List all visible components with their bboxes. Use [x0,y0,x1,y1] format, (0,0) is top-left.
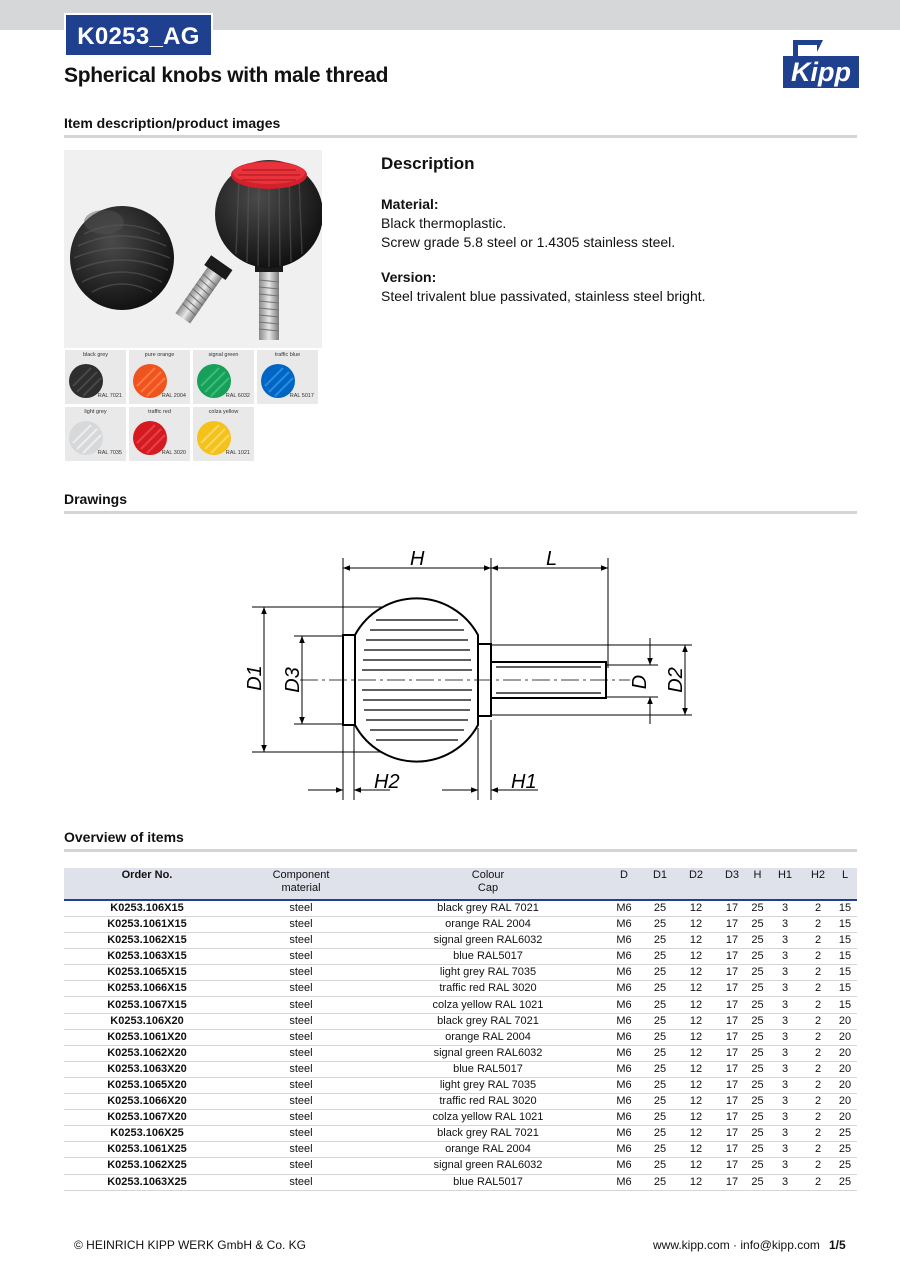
cell-order: K0253.1067X20 [64,1110,230,1126]
cell-material: steel [230,1174,372,1190]
cell-colour: orange RAL 2004 [372,1029,604,1045]
cell-l: 20 [833,1045,857,1061]
cell-d: M6 [604,900,644,917]
table-row [64,1061,857,1077]
cell-l: 15 [833,949,857,965]
swatch-black-grey [64,349,127,405]
cell-h1: 3 [767,1013,803,1029]
cell-order: K0253.1062X25 [64,1158,230,1174]
cell-order: K0253.1063X20 [64,1061,230,1077]
cell-h1: 3 [767,1110,803,1126]
cell-colour: traffic red RAL 3020 [372,981,604,997]
cell-h1: 3 [767,1061,803,1077]
cell-h2: 2 [803,933,833,949]
cell-d: M6 [604,1126,644,1142]
cell-h: 25 [748,1061,767,1077]
cell-d: M6 [604,1045,644,1061]
table-row [64,1126,857,1142]
cell-d3: 17 [716,1045,748,1061]
version-text: Steel trivalent blue passivated, stainless steel bright. [381,288,706,304]
section-rule [64,849,857,852]
cell-material: steel [230,1126,372,1142]
cell-order: K0253.106X20 [64,1013,230,1029]
footer-contact: www.kipp.com · info@kipp.com [653,1238,820,1252]
table-row [64,997,857,1013]
cell-d2: 12 [676,1061,716,1077]
cell-d2: 12 [676,1045,716,1061]
cell-h: 25 [748,1126,767,1142]
section-rule [64,135,857,138]
dim-h: H [410,548,425,570]
col-l: L [833,868,857,900]
cell-d3: 17 [716,1013,748,1029]
cell-d2: 12 [676,1013,716,1029]
description-block [381,154,851,306]
cell-colour: orange RAL 2004 [372,917,604,933]
cell-h1: 3 [767,917,803,933]
cell-h2: 2 [803,917,833,933]
cell-d1: 25 [644,965,676,981]
cell-d1: 25 [644,949,676,965]
table-row [64,1045,857,1061]
col-component-line2: material [281,882,321,894]
cell-h: 25 [748,1094,767,1110]
dim-l: L [546,548,558,570]
cell-d2: 12 [676,997,716,1013]
table-row [64,1077,857,1093]
cell-order: K0253.1063X15 [64,949,230,965]
cell-material: steel [230,1013,372,1029]
cell-d3: 17 [716,933,748,949]
cell-h2: 2 [803,1094,833,1110]
cell-d1: 25 [644,1094,676,1110]
cell-d3: 17 [716,900,748,917]
cell-d1: 25 [644,933,676,949]
kipp-logo [783,38,859,92]
cell-l: 20 [833,1077,857,1093]
cell-order: K0253.1065X15 [64,965,230,981]
cell-order: K0253.106X25 [64,1126,230,1142]
cell-d2: 12 [676,981,716,997]
cell-h1: 3 [767,933,803,949]
items-table [64,868,857,1191]
cell-h1: 3 [767,981,803,997]
cell-h: 25 [748,1110,767,1126]
cell-d2: 12 [676,900,716,917]
cell-d2: 12 [676,933,716,949]
table-row [64,949,857,965]
page-title: Spherical knobs with male thread [64,64,389,87]
cell-colour: signal green RAL6032 [372,1045,604,1061]
cell-material: steel [230,965,372,981]
cell-l: 25 [833,1142,857,1158]
swatch-signal-green [192,349,255,405]
cell-d3: 17 [716,1126,748,1142]
cell-d3: 17 [716,1077,748,1093]
swatch-pure-orange [128,349,191,405]
cell-h: 25 [748,981,767,997]
cell-h1: 3 [767,1126,803,1142]
swatch-name: colza yellow [208,409,239,415]
table-row [64,1142,857,1158]
col-d1: D1 [644,868,676,900]
cell-colour: colza yellow RAL 1021 [372,997,604,1013]
cell-h1: 3 [767,1094,803,1110]
cell-h: 25 [748,1174,767,1190]
section-item-description: Item description/product images [64,115,281,131]
table-row [64,1110,857,1126]
cell-d3: 17 [716,917,748,933]
cell-order: K0253.1065X20 [64,1077,230,1093]
cell-h1: 3 [767,1158,803,1174]
cell-material: steel [230,917,372,933]
swatch-ral: RAL 3020 [161,450,186,456]
cell-h2: 2 [803,1142,833,1158]
cell-colour: black grey RAL 7021 [372,1013,604,1029]
cell-colour: colza yellow RAL 1021 [372,1110,604,1126]
cell-colour: signal green RAL6032 [372,933,604,949]
cell-l: 15 [833,965,857,981]
swatch-ral: RAL 6032 [225,393,250,399]
cell-d1: 25 [644,1110,676,1126]
cell-d1: 25 [644,1045,676,1061]
cell-order: K0253.1063X25 [64,1174,230,1190]
cell-h2: 2 [803,1110,833,1126]
swatch-name: light grey [84,409,107,415]
cell-order: K0253.1066X15 [64,981,230,997]
cell-h2: 2 [803,1029,833,1045]
cell-colour: traffic red RAL 3020 [372,1094,604,1110]
swatch-name: black grey [82,352,109,358]
footer-page-number: 1/5 [829,1238,846,1252]
col-colour-line1: Colour [471,869,505,881]
cell-d3: 17 [716,965,748,981]
cell-d1: 25 [644,997,676,1013]
cell-h1: 3 [767,1029,803,1045]
table-row [64,1013,857,1029]
cell-h: 25 [748,1158,767,1174]
col-order: Order No. [64,868,230,900]
cell-l: 20 [833,1110,857,1126]
cell-order: K0253.1061X20 [64,1029,230,1045]
cell-material: steel [230,981,372,997]
cell-h2: 2 [803,997,833,1013]
version-label: Version: [381,269,437,285]
swatch-ral: RAL 2004 [161,393,186,399]
cell-h2: 2 [803,949,833,965]
cell-h2: 2 [803,981,833,997]
cell-l: 20 [833,1094,857,1110]
table-row [64,1094,857,1110]
cell-d2: 12 [676,1110,716,1126]
col-h1: H1 [767,868,803,900]
col-h2: H2 [803,868,833,900]
cell-d3: 17 [716,1158,748,1174]
cell-d1: 25 [644,1126,676,1142]
cell-l: 15 [833,917,857,933]
cell-h2: 2 [803,1077,833,1093]
swatch-name: traffic red [148,409,171,415]
cell-material: steel [230,949,372,965]
cell-h1: 3 [767,1077,803,1093]
cell-l: 15 [833,981,857,997]
cell-h: 25 [748,1029,767,1045]
cell-l: 20 [833,1013,857,1029]
cell-material: steel [230,1094,372,1110]
cell-h: 25 [748,949,767,965]
cell-h1: 3 [767,997,803,1013]
cell-d2: 12 [676,965,716,981]
cell-material: steel [230,1142,372,1158]
cell-l: 20 [833,1061,857,1077]
cell-material: steel [230,1029,372,1045]
cell-colour: blue RAL5017 [372,1061,604,1077]
swatch-ral: RAL 7021 [97,393,122,399]
cell-d2: 12 [676,1077,716,1093]
cell-colour: blue RAL5017 [372,1174,604,1190]
cell-h: 25 [748,997,767,1013]
cell-d3: 17 [716,1110,748,1126]
cell-h: 25 [748,900,767,917]
dim-d3: D3 [282,667,304,693]
section-drawings: Drawings [64,491,128,507]
cell-d2: 12 [676,1094,716,1110]
cell-material: steel [230,900,372,917]
cell-order: K0253.1062X20 [64,1045,230,1061]
cell-l: 15 [833,997,857,1013]
cell-material: steel [230,1110,372,1126]
cell-d: M6 [604,917,644,933]
section-overview: Overview of items [64,829,184,845]
cell-d: M6 [604,933,644,949]
table-row [64,933,857,949]
description-heading: Description [381,154,475,173]
cell-d3: 17 [716,1094,748,1110]
cell-h1: 3 [767,900,803,917]
cell-h2: 2 [803,1013,833,1029]
table-row [64,1029,857,1045]
swatch-name: traffic blue [274,352,301,358]
cell-l: 25 [833,1174,857,1190]
cell-colour: blue RAL5017 [372,949,604,965]
col-colour [372,868,604,900]
dim-h1: H1 [511,771,537,793]
cell-d: M6 [604,997,644,1013]
cell-d3: 17 [716,981,748,997]
cell-d1: 25 [644,1158,676,1174]
col-d3: D3 [716,868,748,900]
cell-d: M6 [604,1061,644,1077]
cell-d: M6 [604,981,644,997]
col-colour-line2: Cap [477,882,499,894]
table-header-row [64,868,857,900]
cell-d3: 17 [716,949,748,965]
cell-h2: 2 [803,1158,833,1174]
cell-h1: 3 [767,949,803,965]
dim-d2: D2 [665,667,687,693]
cell-h: 25 [748,1013,767,1029]
cell-d2: 12 [676,1158,716,1174]
cell-d1: 25 [644,900,676,917]
cell-h: 25 [748,1142,767,1158]
cell-d1: 25 [644,981,676,997]
material-line: Screw grade 5.8 steel or 1.4305 stainless steel. [381,234,676,250]
cell-order: K0253.1061X25 [64,1142,230,1158]
technical-drawing [230,540,700,810]
table-row [64,900,857,917]
cell-material: steel [230,1077,372,1093]
cell-d3: 17 [716,1029,748,1045]
dim-d: D [629,674,651,690]
cell-l: 25 [833,1126,857,1142]
logo-text: Kipp [791,57,851,87]
cell-l: 15 [833,900,857,917]
cell-order: K0253.106X15 [64,900,230,917]
cell-h: 25 [748,965,767,981]
cell-d: M6 [604,1077,644,1093]
cell-d1: 25 [644,1029,676,1045]
cell-d: M6 [604,1029,644,1045]
swatch-traffic-red [128,406,191,462]
cell-material: steel [230,1158,372,1174]
cell-h: 25 [748,917,767,933]
cell-l: 25 [833,1158,857,1174]
col-d: D [604,868,644,900]
cell-d2: 12 [676,1029,716,1045]
cell-colour: light grey RAL 7035 [372,1077,604,1093]
dim-d1: D1 [244,665,266,691]
swatch-name: signal green [208,352,239,358]
cell-d: M6 [604,1110,644,1126]
material-line: Black thermoplastic. [381,215,507,231]
cell-d1: 25 [644,1174,676,1190]
cell-d3: 17 [716,997,748,1013]
cell-order: K0253.1062X15 [64,933,230,949]
material-label: Material: [381,196,439,212]
col-component [230,868,372,900]
cell-order: K0253.1067X15 [64,997,230,1013]
table-row [64,917,857,933]
cell-d2: 12 [676,1126,716,1142]
cell-d3: 17 [716,1142,748,1158]
cell-d: M6 [604,965,644,981]
cell-material: steel [230,997,372,1013]
cell-colour: black grey RAL 7021 [372,900,604,917]
cell-d3: 17 [716,1174,748,1190]
footer-copyright: © HEINRICH KIPP WERK GmbH & Co. KG [74,1238,306,1252]
table-row [64,1174,857,1190]
cell-h1: 3 [767,965,803,981]
cell-colour: black grey RAL 7021 [372,1126,604,1142]
swatch-ral: RAL 5017 [289,393,314,399]
col-h: H [748,868,767,900]
cell-d: M6 [604,1094,644,1110]
product-code: K0253_AG [64,13,213,57]
cell-d3: 17 [716,1061,748,1077]
cell-d2: 12 [676,1174,716,1190]
cell-h2: 2 [803,1045,833,1061]
cell-colour: light grey RAL 7035 [372,965,604,981]
cell-material: steel [230,1061,372,1077]
cell-material: steel [230,1045,372,1061]
cell-d: M6 [604,1174,644,1190]
section-rule [64,511,857,514]
cell-d1: 25 [644,1061,676,1077]
cell-d: M6 [604,1142,644,1158]
cell-order: K0253.1066X20 [64,1094,230,1110]
cell-h1: 3 [767,1174,803,1190]
cell-d2: 12 [676,949,716,965]
cell-h1: 3 [767,1045,803,1061]
swatch-light-grey [64,406,127,462]
cell-order: K0253.1061X15 [64,917,230,933]
cell-colour: orange RAL 2004 [372,1142,604,1158]
cell-h: 25 [748,1077,767,1093]
cell-d: M6 [604,1013,644,1029]
col-component-line1: Component [272,869,330,881]
cell-h: 25 [748,933,767,949]
swatch-colza-yellow [192,406,255,462]
cell-d1: 25 [644,1077,676,1093]
cell-h: 25 [748,1045,767,1061]
table-row [64,965,857,981]
col-d2: D2 [676,868,716,900]
cell-d2: 12 [676,917,716,933]
cell-l: 15 [833,933,857,949]
cell-d: M6 [604,949,644,965]
swatch-ral: RAL 7035 [97,450,122,456]
swatch-traffic-blue [256,349,319,405]
cell-h2: 2 [803,1061,833,1077]
product-image [64,150,322,348]
cell-h2: 2 [803,965,833,981]
swatch-name: pure orange [144,352,175,358]
cell-h1: 3 [767,1142,803,1158]
swatch-ral: RAL 1021 [225,450,250,456]
cell-d1: 25 [644,1142,676,1158]
cell-d2: 12 [676,1142,716,1158]
cell-h2: 2 [803,1174,833,1190]
cell-l: 20 [833,1029,857,1045]
cell-h2: 2 [803,900,833,917]
cell-material: steel [230,933,372,949]
cell-colour: signal green RAL6032 [372,1158,604,1174]
dim-h2: H2 [374,771,400,793]
table-row [64,981,857,997]
table-row [64,1158,857,1174]
cell-h2: 2 [803,1126,833,1142]
cell-d1: 25 [644,1013,676,1029]
cell-d: M6 [604,1158,644,1174]
cell-d1: 25 [644,917,676,933]
